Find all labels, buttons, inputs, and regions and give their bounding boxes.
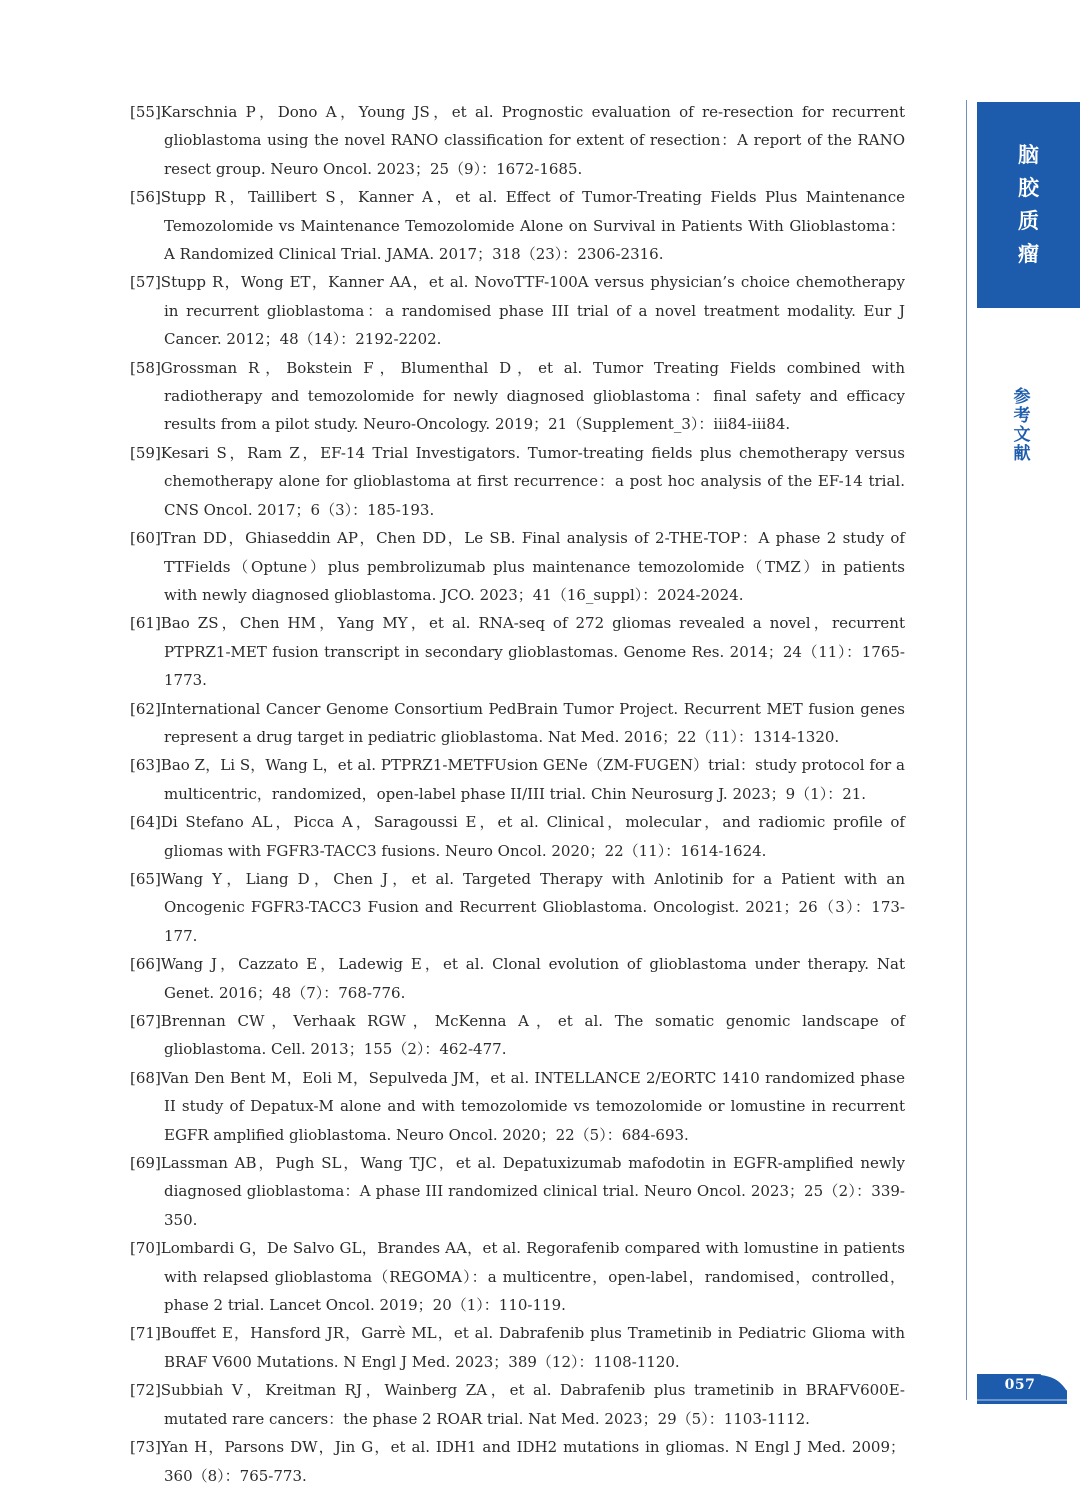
section-label-char: 献 [1013,444,1031,464]
reference-item: [55]Karschnia P，Dono A，Young JS，et al. Prognostic evaluation of re-resection for recurrent glioblastoma using the novel RANO classification for extent of resection：A report of the RANO resect group. Neuro Oncol. 2023；25（9）：1672-1685. [130,103,905,178]
reference-item: [69]Lassman AB，Pugh SL，Wang TJC，et al. Depatuxizumab mafodotin in EGFR-amplified newly diagnosed glioblastoma：A phase III randomized clinical trial. Neuro Oncol. 2023；25（2）：339-350. [130,1154,905,1229]
reference-item: [62]International Cancer Genome Consortium PedBrain Tumor Project. Recurrent MET fusion genes represent a drug target in pediatric glioblastoma. Nat Med. 2016；22（11）：1314-1320. [130,699,905,746]
section-label-char: 参 [1013,387,1031,407]
reference-item: [58]Grossman R，Bokstein F，Blumenthal D，et al. Tumor Treating Fields combined with radiotherapy and temozolomide for newly diagnosed glioblastoma：final safety and efficacy results from a pilot study. Neuro-Oncology. 2019；21（Supplement_3）：iii84-iii84. [130,358,905,434]
reference-item: [65]Wang Y，Liang D，Chen J，et al. Targeted Therapy with Anlotinib for a Patient with an Oncogenic FGFR3-TACC3 Fusion and Recurrent Glioblastoma. Oncologist. 2021；26（3）：173-177. [130,869,905,945]
side-tab-char: 脑 [1018,143,1039,167]
reference-list [130,98,905,1490]
page-number-badge [977,1372,1080,1404]
reference-item: [60]Tran DD，Ghiaseddin AP，Chen DD，Le SB. Final analysis of 2-THE-TOP：A phase 2 study of TTFields（Optune）plus pembrolizumab plus maintenance temozolomide（TMZ）in patients with newly diagnosed glioblastoma. JCO. 2023；41（16_suppl）：2024-2024. [130,529,905,604]
reference-item: [67]Brennan CW，Verhaak RGW，McKenna A，et al. The somatic genomic landscape of glioblastoma. Cell. 2013；155（2）：462-477. [130,1012,905,1059]
reference-item: [68]Van Den Bent M，Eoli M，Sepulveda JM，et al. INTELLANCE 2/EORTC 1410 randomized phase II study of Depatux-M alone and with temozolomide vs temozolomide or lomustine in recurrent EGFR amplified glioblastoma. Neuro Oncol. 2020；22（5）：684-693. [130,1068,905,1144]
page-number: 057 [1004,1377,1036,1393]
reference-item: [57]Stupp R，Wong ET，Kanner AA，et al. NovoTTF-100A versus physician’s choice chemotherapy in recurrent glioblastoma：a randomised phase III trial of a novel treatment modality. Eur J Cancer. 2012；48（14）：2192-2202. [130,273,905,349]
side-tab-char: 瘤 [1018,242,1039,266]
side-tab-title [1018,139,1039,271]
section-label [1005,388,1039,464]
side-tab-char: 质 [1018,209,1039,233]
reference-item: [61]Bao ZS，Chen HM，Yang MY，et al. RNA-seq of 272 gliomas revealed a novel，recurrent PTPRZ1-MET fusion transcript in secondary glioblastomas. Genome Res. 2014；24（11）：1765-1773. [130,614,905,690]
side-tab [977,102,1080,308]
section-label-char: 考 [1013,406,1031,426]
side-tab-char: 胶 [1018,176,1039,200]
reference-item: [59]Kesari S，Ram Z，EF-14 Trial Investigators. Tumor-treating fields plus chemotherapy versus chemotherapy alone for glioblastoma at first recurrence：a post hoc analysis of the EF-14 trial. CNS Oncol. 2017；6（3）：185-193. [130,443,905,519]
reference-item: [72]Subbiah V，Kreitman RJ，Wainberg ZA，et al. Dabrafenib plus trametinib in BRAFV600E-mutated rare cancers：the phase 2 ROAR trial. Nat Med. 2023；29（5）：1103-1112. [130,1381,905,1428]
reference-item: [63]Bao Z，Li S，Wang L，et al. PTPRZ1-METFUsion GENe（ZM-FUGEN）trial：study protocol for a multicentric，randomized，open-label phase II/III trial. Chin Neurosurg J. 2023；9（1）：21. [130,756,905,803]
reference-item: [71]Bouffet E，Hansford JR，Garrè ML，et al. Dabrafenib plus Trametinib in Pediatric Glioma with BRAF V600 Mutations. N Engl J Med. 2023；389（12）：1108-1120. [130,1324,905,1371]
section-label-char: 文 [1013,425,1031,445]
margin-divider-line [966,100,967,1400]
reference-item: [56]Stupp R，Taillibert S，Kanner A，et al. Effect of Tumor-Treating Fields Plus Maintenance Temozolomide vs Maintenance Temozolomide Alone on Survival in Patients With Glioblastoma：A Randomized Clinical Trial. JAMA. 2017；318（23）：2306-2316. [130,188,905,264]
reference-item: [66]Wang J，Cazzato E，Ladewig E，et al. Clonal evolution of glioblastoma under therapy. Nat Genet. 2016；48（7）：768-776. [130,955,905,1002]
reference-item: [64]Di Stefano AL，Picca A，Saragoussi E，et al. Clinical，molecular，and radiomic profile of gliomas with FGFR3-TACC3 fusions. Neuro Oncol. 2020；22（11）：1614-1624. [130,813,905,860]
reference-item: [70]Lombardi G，De Salvo GL，Brandes AA，et al. Regorafenib compared with lomustine in patients with relapsed glioblastoma（REGOMA）：a multicentre，open-label，randomised，controlled，phase 2 trial. Lancet Oncol. 2019；20（1）：110-119. [130,1239,905,1315]
reference-item: [73]Yan H，Parsons DW，Jin G，et al. IDH1 and IDH2 mutations in gliomas. N Engl J Med. 2009；360（8）：765-773. [130,1438,905,1485]
